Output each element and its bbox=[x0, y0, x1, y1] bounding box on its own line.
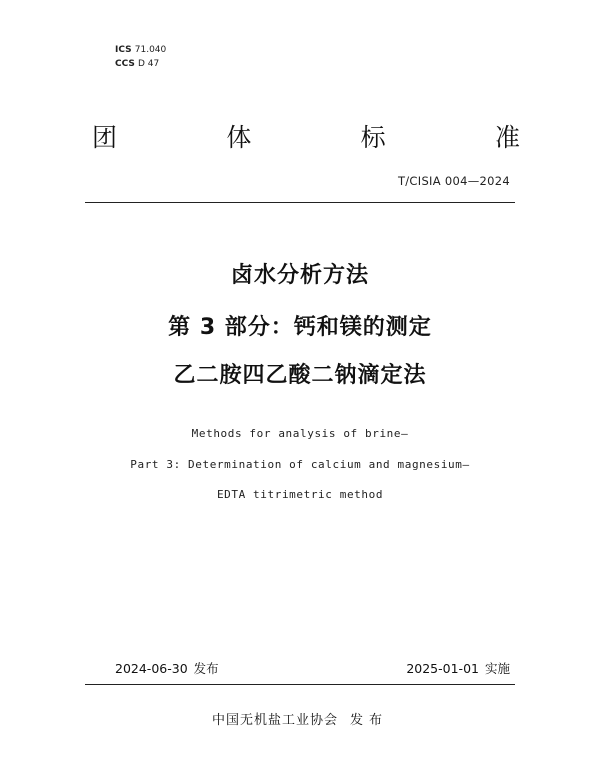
ccs-code bbox=[115, 57, 166, 71]
ics-code bbox=[115, 43, 166, 57]
standard-type-char-1: 团 bbox=[92, 123, 118, 152]
implementation-date-label: 实施 bbox=[484, 661, 510, 676]
title-en-line-2: Part 3: Determination of calcium and magnesium— bbox=[130, 458, 470, 471]
title-en-line-3: EDTA titrimetric method bbox=[216, 488, 384, 501]
implementation-date-value: 2025-01-01 bbox=[406, 661, 479, 676]
top-divider bbox=[85, 202, 515, 203]
standard-number: T/CISIA 004—2024 bbox=[397, 174, 510, 188]
standard-type-char-2: 体 bbox=[226, 123, 252, 152]
ics-value: 71.040 bbox=[134, 45, 167, 55]
standard-type-char-4: 准 bbox=[494, 123, 520, 152]
ccs-label: CCS bbox=[115, 59, 135, 69]
standard-type-heading bbox=[92, 121, 520, 155]
ics-label: ICS bbox=[115, 45, 132, 55]
issue-date bbox=[115, 659, 219, 677]
publisher-name: 中国无机盐工业协会 bbox=[211, 713, 338, 728]
title-en-line-1: Methods for analysis of brine— bbox=[191, 427, 409, 440]
title-cn-line-3: 乙二胺四乙酸二钠滴定法 bbox=[173, 363, 427, 388]
title-cn-line-1: 卤水分析方法 bbox=[230, 263, 369, 288]
bottom-divider bbox=[85, 684, 515, 685]
ccs-value: D 47 bbox=[138, 59, 160, 69]
implementation-date bbox=[406, 659, 510, 677]
title-cn-line-2: 第 3 部分：钙和镁的测定 bbox=[168, 315, 432, 340]
standard-type-char-3: 标 bbox=[360, 123, 386, 152]
issue-date-value: 2024-06-30 bbox=[115, 661, 188, 676]
issue-date-label: 发布 bbox=[193, 661, 219, 676]
publisher bbox=[0, 709, 600, 728]
classification-codes bbox=[115, 43, 166, 71]
publisher-label: 发布 bbox=[350, 713, 389, 728]
